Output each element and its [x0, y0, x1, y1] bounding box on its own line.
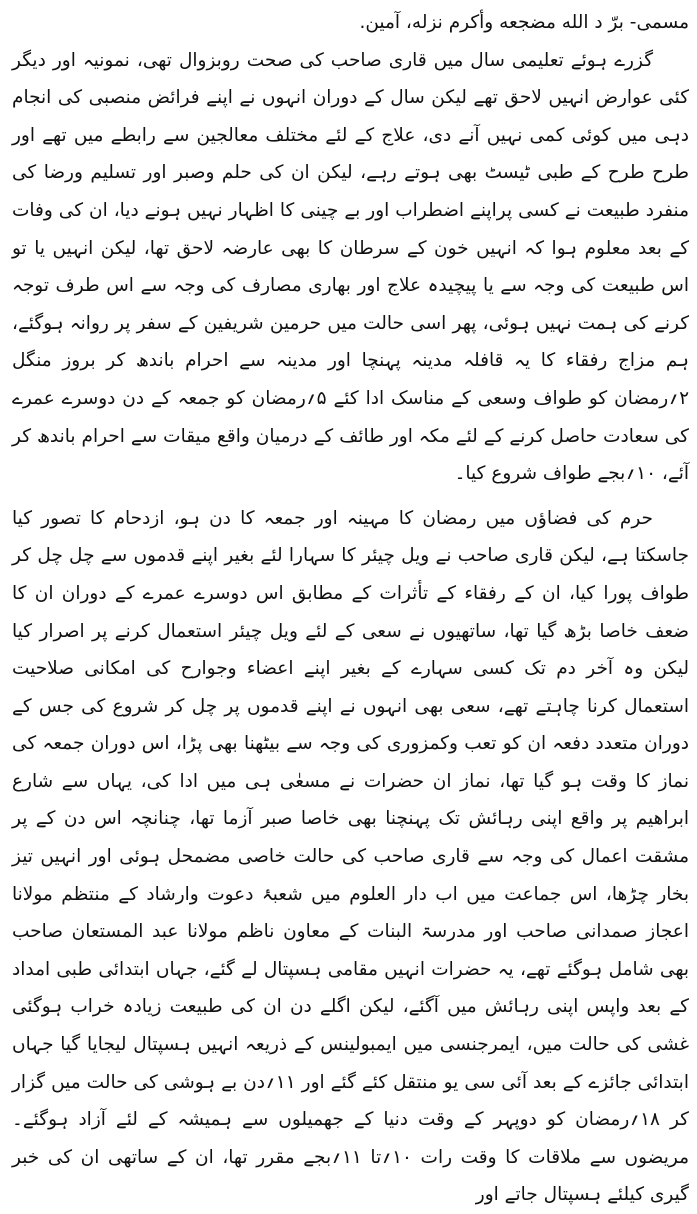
paragraph-illness-and-journey: گزرے ہوئے تعلیمی سال میں قاری صاحب کی صحت روبزوال تھی، نمونیہ اور دیگر کئی عوارض انہیں لاحق تھے لیکن سال کے دوران انہوں نے اپنے فرائض منصبی کی انجام دہی میں کوئی کمی نہیں آنے دی، علاج کے لئے مختلف معالجین سے رابطے میں تھے اور طرح طرح کے طبی ٹیسٹ بھی ہوتے رہے، لیکن ان کی حلم وصبر اور تسلیم ورضا کی منفرد طبیعت نے کسی پراپنے اضطراب اور بے چینی کا اظہار نہیں ہونے دیا، ان کی وفات کے بعد معلوم ہوا کہ انہیں خون کے سرطان کا بھی عارضہ لاحق تھا، لیکن انہیں یا تو اس طبیعت کی وجہ سے یا پیچیدہ علاج اور بھاری مصارف کی وجہ سے اس طرف توجہ کرنے کی ہمت نہیں ہوئی، پھر اسی حالت میں حرمین شریفین کے سفر پر روانہ ہوگئے، ہم مزاج رفقاء کا یہ قافلہ مدینہ پہنچا اور مدینہ سے احرام باندھ کر بروز منگل ۲؍رمضان کو طواف وسعی کے مناسک ادا کئے ۵؍رمضان کو جمعہ کے دن دوسرے عمرے کی سعادت حاصل کرنے کے لئے مکہ اور طائف کے درمیان واقع میقات سے احرام باندھ کر آئے، ۱۰؍بجے طواف شروع کیا۔	[12, 49, 689, 485]
paragraph-closing-prayer: مسمی- برّ د الله مضجعه وأکرم نزله، آمین.	[359, 12, 689, 33]
paragraph-haram-and-passing: حرم کی فضاؤں میں رمضان کا مہینہ اور جمعہ کا دن ہو، ازدحام کا تصور کیا جاسکتا ہے، لیکن قاری صاحب نے ویل چیئر کا سہارا لئے بغیر اپنے قدموں سے چل چل کر طواف پورا کیا، ان کے رفقاء کے تأثرات کے مطابق اس دوسرے عمرے کے دوران ان کا ضعف خاصا بڑھ گیا تھا، ساتھیوں نے سعی کے لئے ویل چیئر استعمال کرنے پر اصرار کیا لیکن وہ آخر دم تک کسی سہارے کے بغیر اپنے اعضاء وجوارح کی امکانی صلاحیت استعمال کرنا چاہتے تھے، سعی بھی انہوں نے اپنے قدموں پر چل کر شروع کی جس کے دوران متعدد دفعہ ان کو تعب وکمزوری کی وجہ سے بیٹھنا بھی پڑا، اس دوران جمعہ کی نماز کا وقت ہو گیا تھا، نماز ان حضرات نے مسعٰی ہی میں ادا کی، یہاں سے شارع ابراھیم پر واقع اپنی رہائش تک پہنچنا بھی خاصا صبر آزما تھا، چنانچہ اس دن کے پر مشقت اعمال کی وجہ سے قاری صاحب کی حالت خاصی مضمحل ہوئی اور انہیں تیز بخار چڑھا، اس جماعت میں اب دار العلوم میں شعبۂ دعوت وارشاد کے منتظم مولانا اعجاز صمدانی صاحب اور مدرسۃ البنات کے معاون ناظم مولانا عبد المستعان صاحب بھی شامل ہوگئے تھے، یہ حضرات انہیں مقامی ہسپتال لے گئے، جہاں ابتدائی طبی امداد کے بعد واپس اپنی رہائش میں آگئے، لیکن اگلے دن ان کی طبیعت زیادہ خراب ہوگئی غشی کی حالت میں، ایمرجنسی میں ایمبولینس کے ذریعہ انہیں ہسپتال لیجایا گیا جہاں ابتدائی جائزے کے بعد آئی سی یو منتقل کئے گئے اور ۱۱؍دن بے ہوشی کی حالت میں گزار کر ۱۸؍رمضان کو دوپہر کے وقت دنیا کے جھمیلوں سے ہمیشہ کے لئے آزاد ہوگئے۔ مریضوں سے ملاقات کا وقت رات ۱۰؍تا ۱۱؍بجے مقرر تھا، ان کے ساتھی ان کی خبر گیری کیلئے ہسپتال جاتے اور	[12, 507, 689, 1206]
